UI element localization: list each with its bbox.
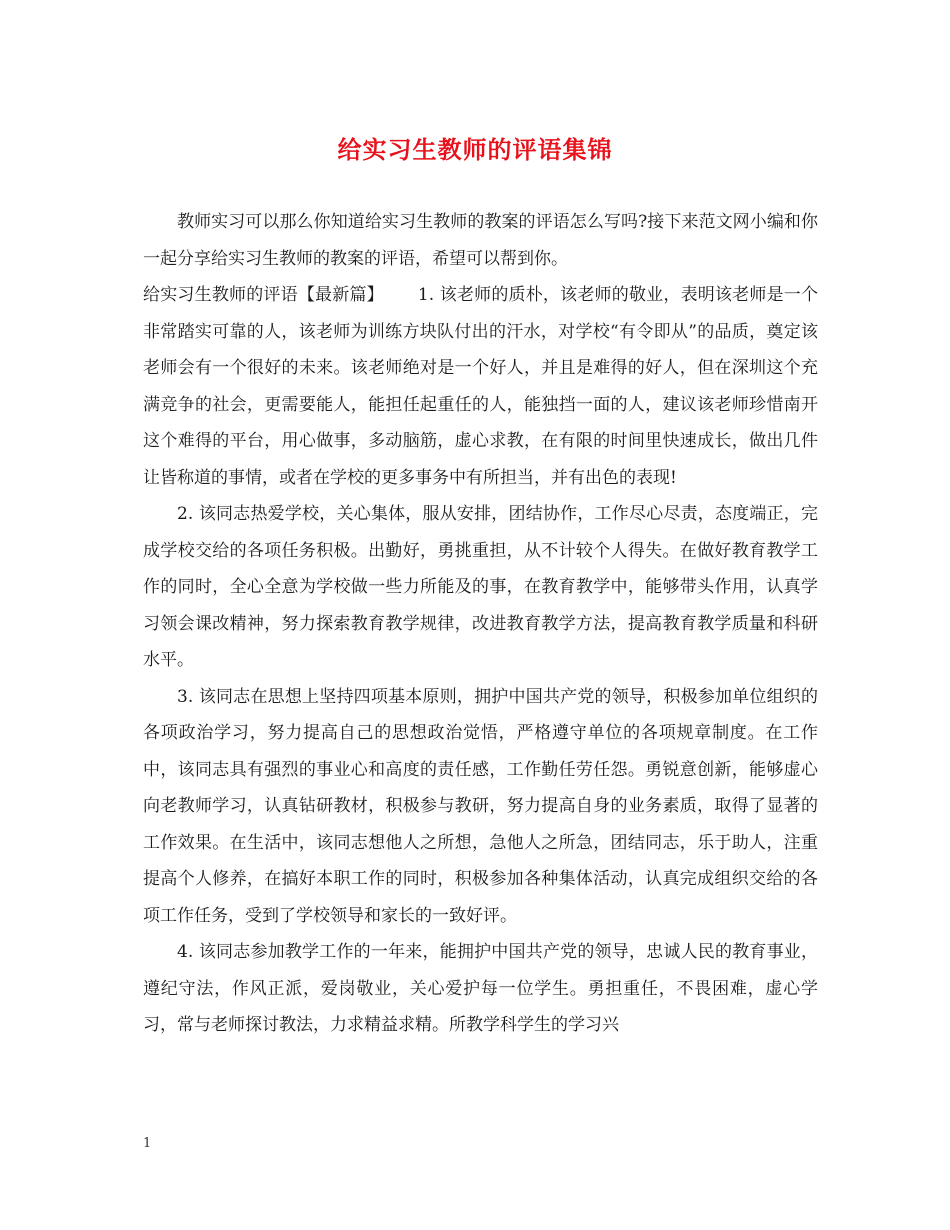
section-paragraph-1 bbox=[143, 277, 818, 496]
section-heading: 给实习生教师的评语【最新篇】 bbox=[143, 285, 384, 305]
paragraph-1-text: 1. 该老师的质朴，该老师的敬业，表明该老师是一个非常踏实可靠的人，该老师为训练方块队付出的汗水，对学校“有令即从”的品质，奠定该老师会有一个很好的未来。该老师绝对是一个好人，并且是难得的好人，但在深圳这个充满竞争的社会，更需要能人，能担任起重任的人，能独挡一面的人，建议该老师珍惜南开这个难得的平台，用心做事，多动脑筋，虚心求教，在有限的时间里快速成长，做出几件让皆称道的事情，或者在学校的更多事务中有所担当，并有出色的表现! bbox=[143, 285, 819, 488]
paragraph-3: 3. 该同志在思想上坚持四项基本原则，拥护中国共产党的领导，积极参加单位组织的各项政治学习，努力提高自己的思想政治觉悟，严格遵守单位的各项规章制度。在工作中，该同志具有强烈的事业心和高度的责任感，工作勤任劳任怨。勇锐意创新，能够虚心向老教师学习，认真钻研教材，积极参与教研，努力提高自身的业务素质，取得了显著的工作效果。在生活中，该同志想他人之所想，急他人之所急，团结同志，乐于助人，注重提高个人修养，在搞好本职工作的同时，积极参加各种集体活动，认真完成组织交给的各项工作任务，受到了学校领导和家长的一致好评。 bbox=[143, 686, 818, 926]
paragraph-2: 2. 该同志热爱学校，关心集体，服从安排，团结协作，工作尽心尽责，态度端正，完成学校交给的各项任务积极。出勤好，勇挑重担，从不计较个人得失。在做好教育教学工作的同时，全心全意为学校做一些力所能及的事，在教育教学中，能够带头作用，认真学习领会课改精神，努力探索教育教学规律，改进教育教学方法，提高教育教学质量和科研水平。 bbox=[143, 504, 818, 670]
heading-spacer bbox=[384, 285, 418, 305]
paragraph-4: 4. 该同志参加教学工作的一年来，能拥护中国共产党的领导，忠诚人民的教育事业，遵纪守法，作风正派，爱岗敬业，关心爱护每一位学生。勇担重任，不畏困难，虚心学习，常与老师探讨教法，力求精益求精。所教学科学生的学习兴 bbox=[143, 942, 818, 1035]
page-number: 1 bbox=[143, 1136, 152, 1151]
document-body bbox=[143, 204, 818, 1044]
intro-paragraph: 教师实习可以那么你知道给实习生教师的教案的评语怎么写吗?接下来范文网小编和你一起分享给实习生教师的教案的评语，希望可以帮到你。 bbox=[143, 212, 818, 269]
document-title: 给实习生教师的评语集锦 bbox=[337, 135, 613, 164]
